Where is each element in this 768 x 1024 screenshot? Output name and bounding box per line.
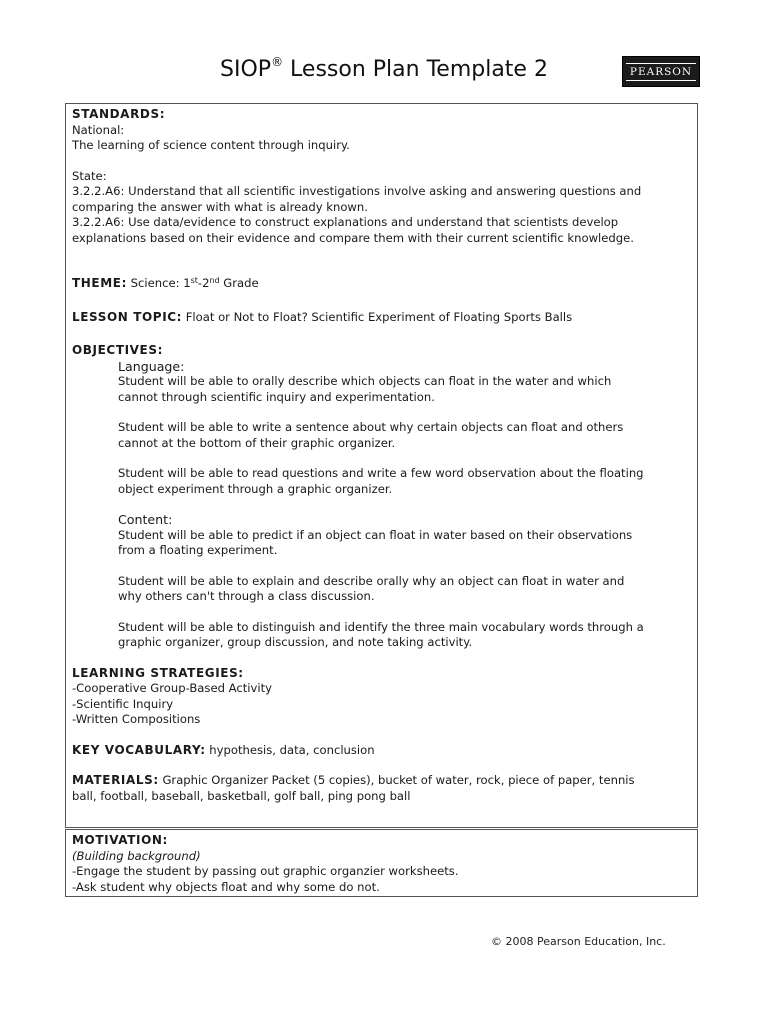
materials-line: ball, football, baseball, basketball, golf ball, ping pong ball — [72, 788, 411, 803]
state-line: 3.2.2.A6: Use data/evidence to construct explanations and understand that scientists develop — [72, 215, 619, 229]
key-vocabulary-row: KEY VOCABULARY: hypothesis, data, conclusion — [72, 742, 375, 757]
logo-text: PEARSON — [626, 63, 696, 81]
learning-strategies-heading: LEARNING STRATEGIES: — [72, 665, 244, 680]
state-line: comparing the answer with what is already known. — [72, 199, 368, 214]
motivation-item: -Engage the student by passing out graphic organzier worksheets. — [72, 864, 459, 878]
pearson-logo — [622, 56, 700, 87]
motivation-heading: MOTIVATION: — [72, 833, 168, 847]
key-vocabulary-label: KEY VOCABULARY: — [72, 742, 206, 757]
materials-label: MATERIALS: — [72, 773, 159, 787]
objective-item: Student will be able to write a sentence about why certain objects can float and others cannot at the bottom of their graphic organizer. — [118, 420, 624, 450]
national-text: The learning of science content through inquiry. — [72, 138, 350, 152]
state-label: State: — [72, 168, 107, 183]
motivation-subheading: (Building background) — [72, 848, 201, 863]
motivation-section — [65, 829, 698, 897]
materials-row: MATERIALS: Graphic Organizer Packet (5 copies), bucket of water, rock, piece of paper, tennis — [72, 773, 635, 787]
lesson-topic-row: LESSON TOPIC: Float or Not to Float? Scientific Experiment of Floating Sports Balls — [72, 309, 573, 324]
national-label: National: — [72, 122, 125, 137]
strategy-item: -Scientific Inquiry — [72, 696, 174, 711]
motivation-item: -Ask student why objects float and why some do not. — [72, 879, 380, 894]
objective-item: Student will be able to read questions and write a few word observation about the floating object experiment through a graphic organizer. — [118, 466, 644, 496]
content-label: Content: — [118, 512, 173, 527]
theme-row: THEME: Science: 1st-2nd Grade — [72, 276, 259, 290]
lesson-plan-main-section — [65, 103, 698, 828]
strategy-item: -Written Compositions — [72, 712, 201, 726]
objectives-heading: OBJECTIVES: — [72, 343, 163, 357]
objective-item: Student will be able to distinguish and identify the three main vocabulary words through a graphic organizer, group discussion, and note taking activity. — [118, 619, 644, 649]
lesson-topic-label: LESSON TOPIC: — [72, 309, 183, 324]
objective-item: Student will be able to orally describe which objects can float in the water and which cannot through scientific inquiry and experimentation. — [118, 374, 612, 404]
copyright-footer: © 2008 Pearson Education, Inc. — [491, 935, 666, 948]
language-label: Language: — [118, 358, 185, 374]
page-title: SIOP® Lesson Plan Template 2 — [220, 55, 548, 82]
state-line: explanations based on their evidence and compare them with their current scientific knowledge. — [72, 230, 634, 245]
objective-item: Student will be able to explain and describe orally why an object can float in water and why others can't through a class discussion. — [118, 573, 625, 603]
strategy-item: -Cooperative Group-Based Activity — [72, 681, 272, 695]
state-line: 3.2.2.A6: Understand that all scientific investigations involve asking and answering questions and — [72, 184, 642, 198]
objective-item: Student will be able to predict if an object can float in water based on their observations from a floating experiment. — [118, 527, 633, 557]
theme-label: THEME: — [72, 276, 127, 290]
standards-heading: STANDARDS: — [72, 107, 166, 121]
